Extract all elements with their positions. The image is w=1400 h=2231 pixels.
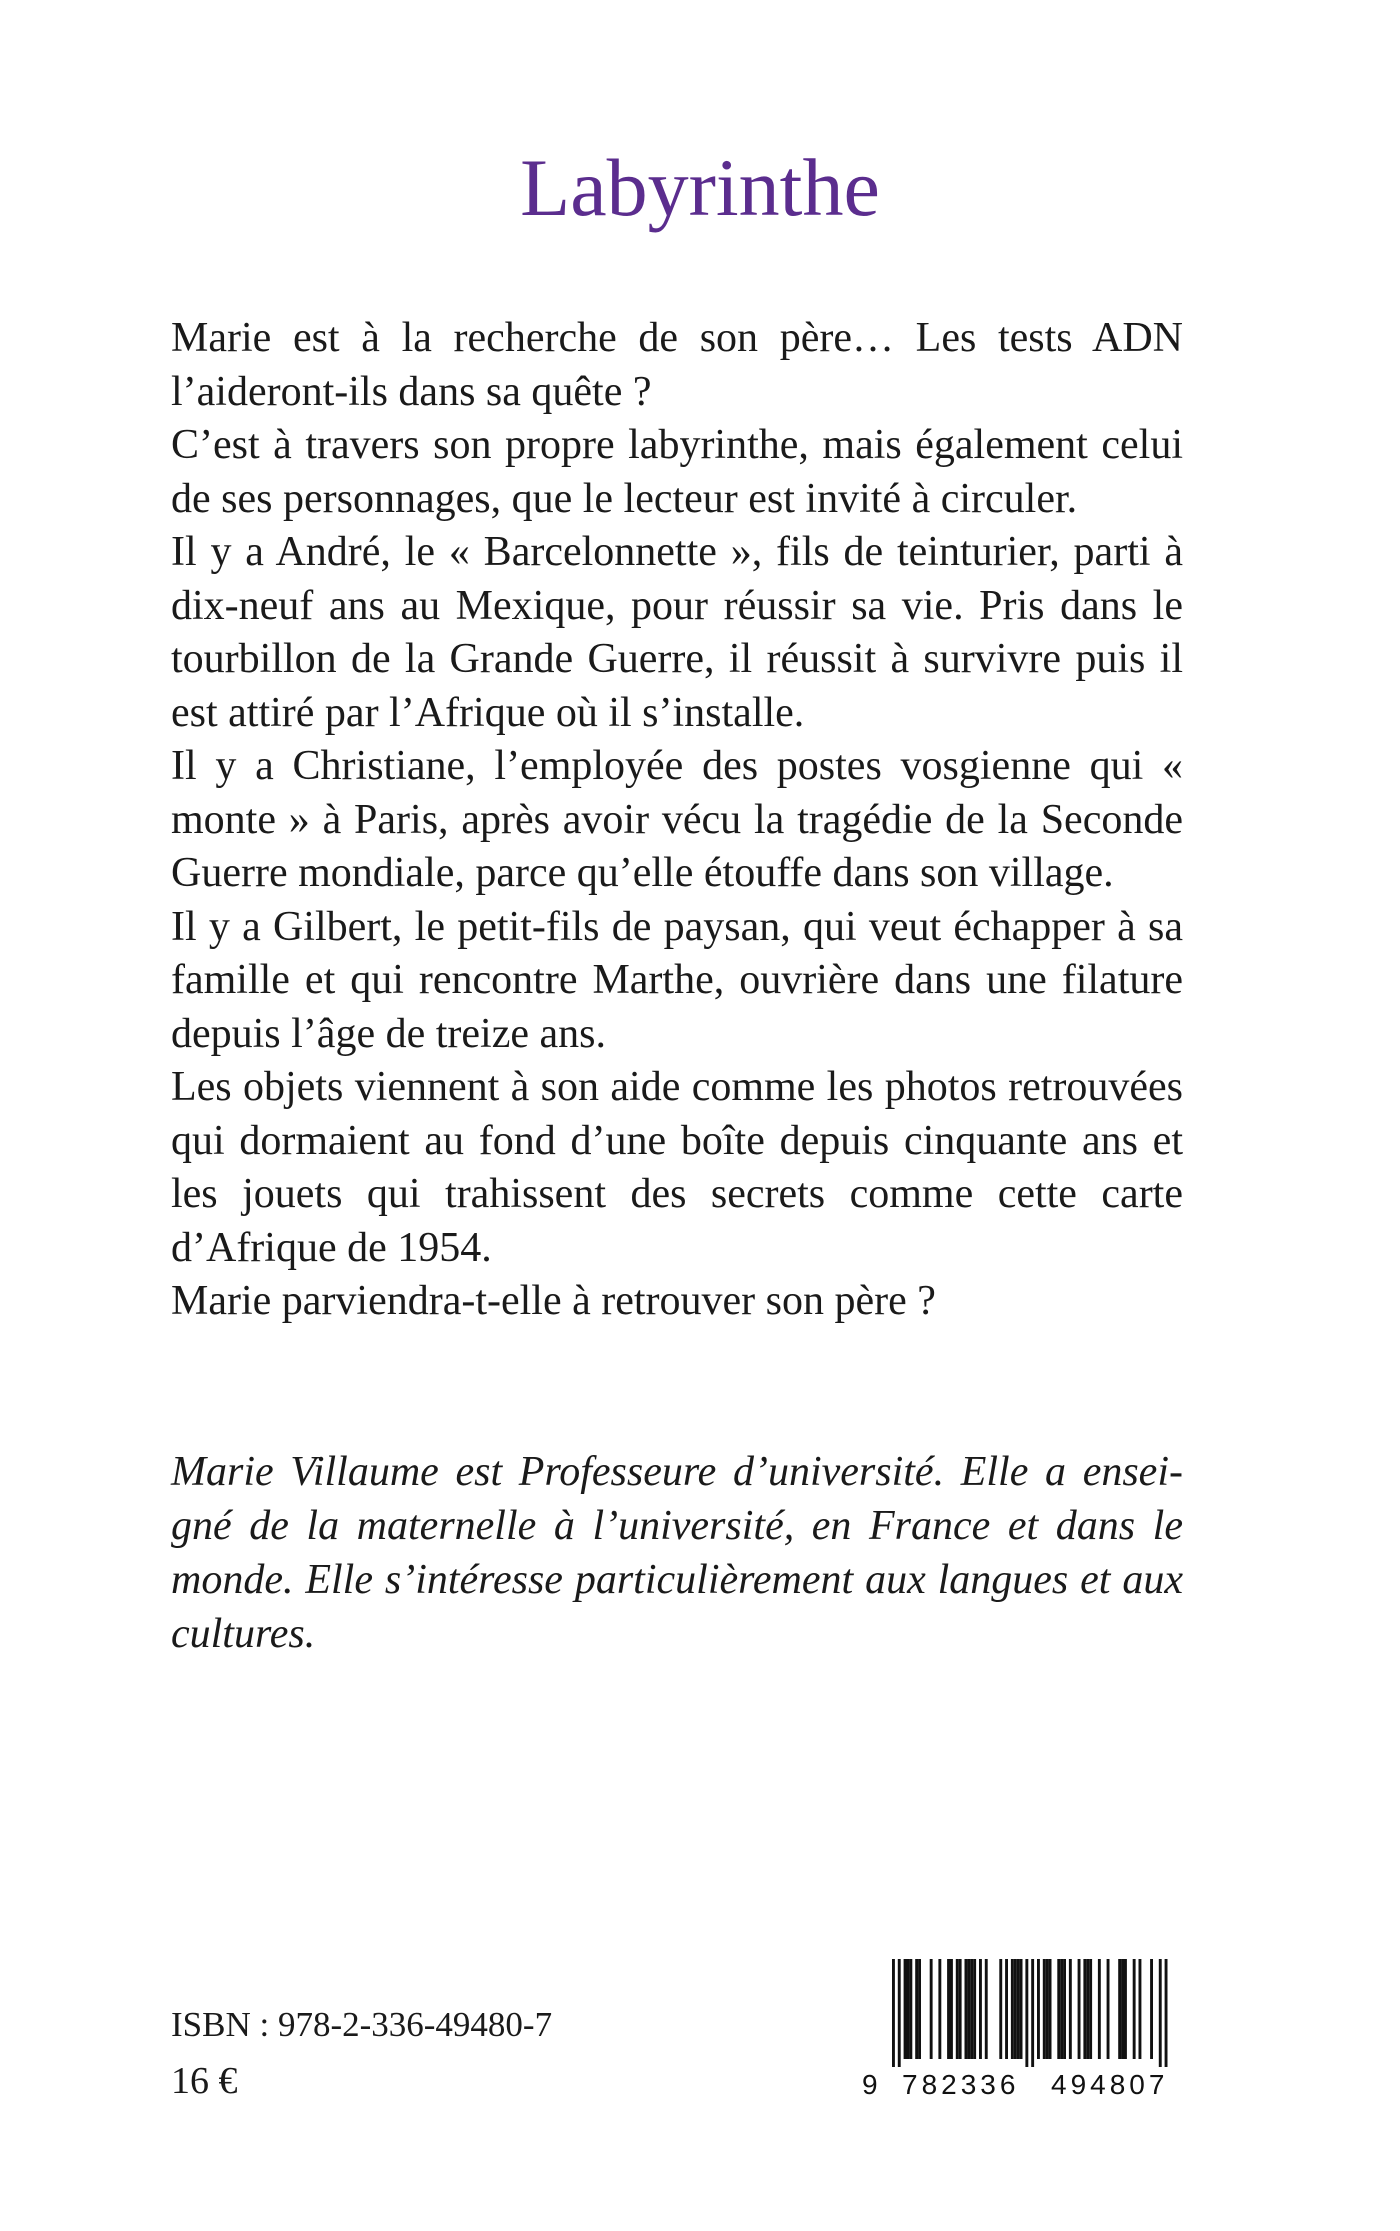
price: 16 € [171,2060,238,2102]
barcode-bar [907,1959,910,2059]
synopsis-paragraph: Il y a Christiane, l’employée des postes vosgienne qui « monte » à Paris, après avoir vécu la tragédie de la Seconde Guerre mondiale, parce qu’elle étouffe dans son village. [171,743,1183,896]
barcode-bar [909,1959,912,2059]
barcode-bar [1037,1959,1040,2059]
barcode-bar [1020,1959,1023,2059]
barcode-bar [1121,1959,1124,2059]
barcode-bar [1098,1959,1101,2059]
barcode-bar [965,1959,968,2059]
barcode-bar [1089,1959,1092,2059]
barcode-bar [1060,1959,1063,2059]
barcode-bar [1057,1959,1060,2059]
barcode-bar [1083,1959,1086,2059]
barcode-bar [1069,1959,1072,2059]
barcode-bar [947,1959,950,2059]
barcode-bar [1005,1959,1008,2059]
book-title: Labyrinthe [520,142,880,233]
barcode [862,1955,1192,2105]
barcode-left-digits: 782336 [902,2069,1020,2100]
barcode-bar [1046,1959,1049,2059]
barcode-bar [1049,1959,1052,2059]
barcode-bar [1086,1959,1089,2059]
barcode-bar [973,1959,976,2059]
barcode-bar [1133,1959,1136,2059]
barcode-digits [862,2067,1192,2103]
barcode-bar [1043,1959,1046,2059]
barcode-guard-bar [1031,1959,1034,2067]
barcode-bar [938,1959,941,2059]
barcode-first-digit: 9 [862,2069,878,2100]
barcode-bar [959,1959,962,2059]
barcode-bars [862,1955,1192,2067]
synopsis-paragraph: Il y a André, le « Barcelonnette », fils de teinturier, parti à dix-neuf ans au Mexique, pour réussir sa vie. Pris dans le tourbillon de la Grande Guerre, il réussit à survivre puis il est attiré par l’Afrique où il s’installe. [171,529,1183,736]
barcode-guard-bar [898,1959,901,2067]
author-bio [171,1445,1183,1661]
barcode-guard-bar [1165,1959,1168,2067]
barcode-guard-bar [892,1959,895,2067]
barcode-bar [1139,1959,1142,2059]
barcode-right-digits: 494807 [1051,2069,1169,2100]
barcode-bar [967,1959,970,2059]
barcode-bar [1107,1959,1110,2059]
barcode-bar [979,1959,982,2059]
barcode-bar [904,1959,907,2059]
isbn: ISBN : 978-2-336-49480-7 [171,2005,553,2044]
barcode-bar [1011,1959,1014,2059]
barcode-bar [1063,1959,1066,2059]
barcode-bar [950,1959,953,2059]
barcode-guard-bar [1159,1959,1162,2067]
barcode-bar [970,1959,973,2059]
barcode-guard-bar [1025,1959,1028,2067]
barcode-bar [1014,1959,1017,2059]
barcode-bar [985,1959,988,2059]
barcode-bar [999,1959,1002,2059]
synopsis [171,312,1183,1329]
barcode-bar [1017,1959,1020,2059]
barcode-bar [915,1959,918,2059]
synopsis-paragraph: C’est à travers son propre labyrinthe, mais également celui de ses personnages, que le lecteur est invité à circuler. [171,422,1183,522]
barcode-bar [930,1959,933,2059]
author-bio-text: Marie Villaume est Professeure d’université. Elle a enseigné de la maternelle à l’université, en France et dans le monde. Elle s’intéresse particulièrement aux langues et aux cultures. [171,1449,1183,1657]
synopsis-paragraph: Marie parviendra-t-elle à retrouver son père ? [171,1278,936,1324]
synopsis-paragraph: Marie est à la recherche de son père… Les tests ADN l’aideront-ils dans sa quête ? [171,315,1183,415]
barcode-bar [1078,1959,1081,2059]
barcode-bar [918,1959,921,2059]
barcode-bar [1150,1959,1153,2059]
synopsis-paragraph: Il y a Gilbert, le petit-fils de paysan, qui veut échapper à sa famille et qui rencontre Marthe, ouvrière dans une filature depuis l’âge de treize ans. [171,903,1183,1057]
synopsis-paragraph: Les objets viennent à son aide comme les photos retrouvées qui dormaient au fond d’une boîte depuis cinquante ans et les jouets qui trahissent des secrets comme cette carte d’Afrique de 1954. [171,1064,1183,1271]
barcode-bar [1118,1959,1121,2059]
barcode-bar [956,1959,959,2059]
barcode-bar [1124,1959,1127,2059]
